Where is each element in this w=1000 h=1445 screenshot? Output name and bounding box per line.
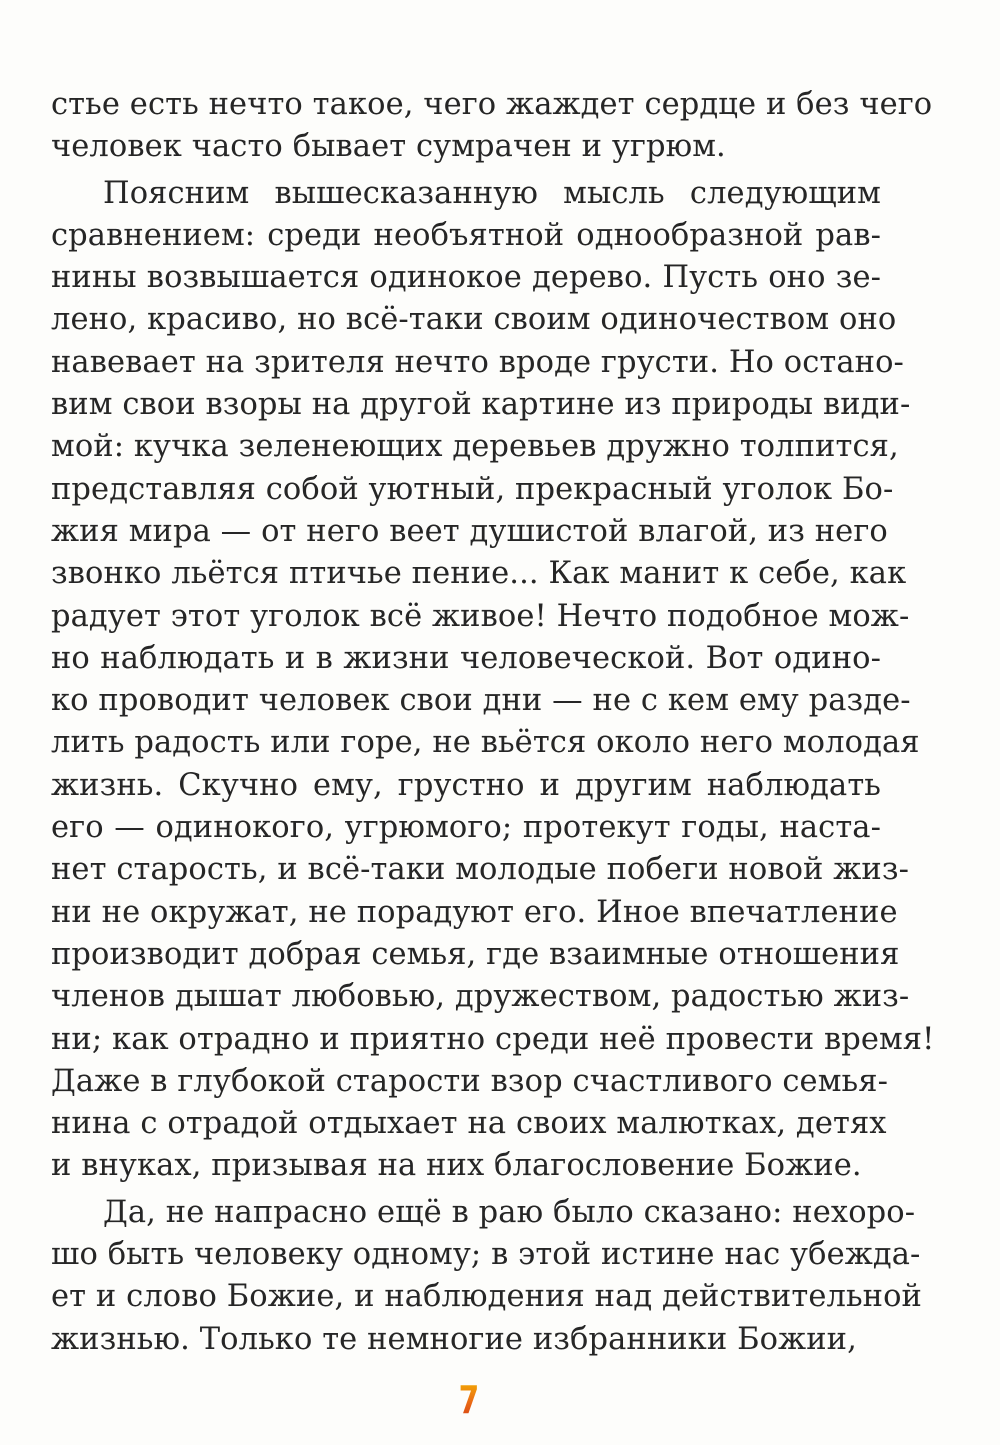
text-line: нины возвышается одинокое дерево. Пусть оно зе- xyxy=(51,260,881,296)
body-text xyxy=(51,84,935,1361)
text-line: лить радость или горе, не вьётся около него молодая xyxy=(51,725,920,761)
text-line: жизнью. Только те немногие избранники Божии, xyxy=(51,1321,857,1357)
text-line: звонко льётся птичье пение... Как манит к себе, как xyxy=(51,556,907,592)
text-line: нет старость, и всё-таки молодые побеги новой жиз- xyxy=(51,852,910,888)
text-line: сравнением: среди необъятной однообразной рав- xyxy=(51,217,881,253)
text-line: нина с отрадой отдыхает на своих малютках, детях xyxy=(51,1106,887,1142)
page-number: 7 xyxy=(458,1378,480,1422)
text-line: вим свои взоры на другой картине из природы види- xyxy=(51,387,911,423)
text-line: лено, красиво, но всё-таки своим одиночеством оно xyxy=(51,302,897,338)
text-line: стье есть нечто такое, чего жаждет сердце и без чего xyxy=(51,87,933,122)
paragraph xyxy=(51,1192,922,1361)
text-line: ни; как отрадно и приятно среди неё провести время! xyxy=(51,1021,935,1057)
text-line: но наблюдать и в жизни человеческой. Вот одино- xyxy=(51,640,881,676)
text-line: производит добрая семья, где взаимные отношения xyxy=(51,936,900,972)
text-line: жизнь. Скучно ему, грустно и другим наблюдать xyxy=(51,767,881,803)
text-line: ко проводит человек свои дни — не с кем ему разде- xyxy=(51,683,911,719)
text-line: Поясним вышесказанную мысль следующим xyxy=(103,175,881,211)
text-line: представляя собой уютный, прекрасный уголок Бо- xyxy=(51,471,894,507)
text-line: человек часто бывает сумрачен и угрюм. xyxy=(51,129,726,165)
text-line: навевает на зрителя нечто вроде грусти. Но остано- xyxy=(51,344,904,380)
text-line: ет и слово Божие, и наблюдения над действительной xyxy=(51,1279,922,1315)
text-line: его — одинокого, угрюмого; протекут годы, наста- xyxy=(51,810,881,846)
paragraph xyxy=(51,173,935,1188)
text-line: мой: кучка зеленеющих деревьев дружно толпится, xyxy=(51,429,899,465)
text-line: Да, не напрасно ещё в раю было сказано: нехоро- xyxy=(103,1194,916,1230)
text-line: шо быть человеку одному; в этой истине нас убеждa- xyxy=(51,1237,921,1273)
paragraph xyxy=(51,84,933,169)
text-line: Даже в глубокой старости взор счастливого семья- xyxy=(51,1063,888,1099)
text-line: радует этот уголок всё живое! Нечто подобное мож- xyxy=(51,598,910,634)
text-line: и внуках, призывая на них благословение Божие. xyxy=(51,1148,862,1184)
text-line: членов дышат любовью, дружеством, радостью жиз- xyxy=(51,979,910,1015)
text-line: жия мира — от него веет душистой влагой, из него xyxy=(51,513,888,549)
text-line: ни не окружат, не порадуют его. Иное впечатление xyxy=(51,894,898,930)
